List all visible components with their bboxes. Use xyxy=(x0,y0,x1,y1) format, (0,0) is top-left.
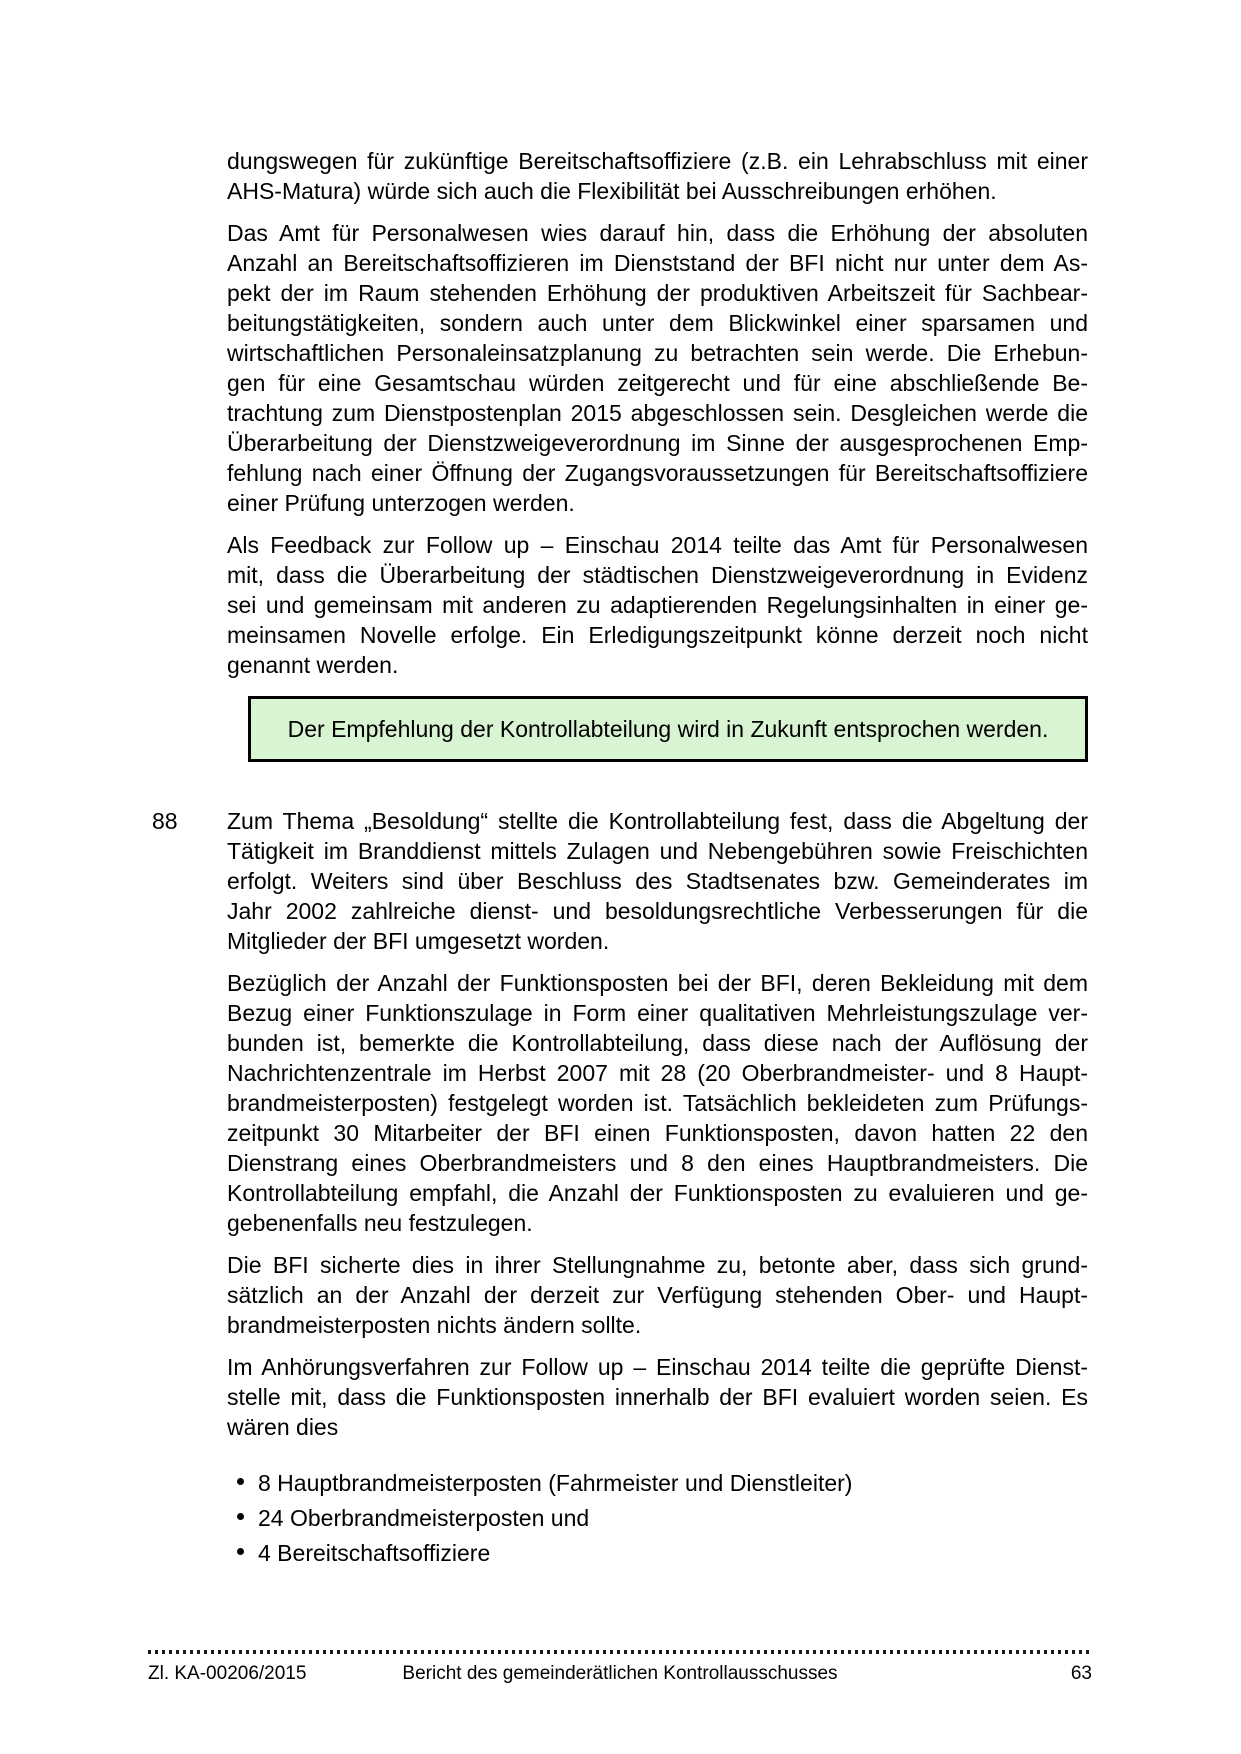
text-line: wirtschaftlichen Personaleinsatzplanung zu betrachten sein werde. Die Erhebun- xyxy=(227,340,1088,366)
text-line: Bezug einer Funktionszulage in Form einer qualitativen Mehrleistungszulage ver- xyxy=(227,1000,1088,1026)
text-line: bunden ist, bemerkte die Kontrollabteilung, dass diese nach der Auflösung der xyxy=(227,1030,1088,1056)
text-line: AHS-Matura) würde sich auch die Flexibilität bei Ausschreibungen erhöhen. xyxy=(227,178,997,204)
paragraph-4 xyxy=(227,806,1088,956)
text-line: wären dies xyxy=(227,1414,339,1440)
bullet-icon xyxy=(237,1478,244,1485)
footer-divider xyxy=(148,1650,1092,1654)
list-item-text: 24 Oberbrandmeisterposten und xyxy=(258,1505,590,1531)
text-line: Die BFI sicherte dies in ihrer Stellungnahme zu, betonte aber, dass sich grund- xyxy=(227,1252,1088,1278)
bullet-icon xyxy=(237,1513,244,1520)
bullet-icon xyxy=(237,1548,244,1555)
text-line: Dienstrang eines Oberbrandmeisters und 8 den eines Hauptbrandmeisters. Die xyxy=(227,1150,1088,1176)
text-line: meinsamen Novelle erfolge. Ein Erledigungszeitpunkt könne derzeit noch nicht xyxy=(227,622,1088,648)
text-line: Anzahl an Bereitschaftsoffizieren im Dienststand der BFI nicht nur unter dem As- xyxy=(227,250,1088,276)
text-line: Bezüglich der Anzahl der Funktionsposten bei der BFI, deren Bekleidung mit dem xyxy=(227,970,1088,996)
paragraph-7 xyxy=(227,1352,1088,1442)
paragraph-5 xyxy=(227,968,1088,1238)
list-item-text: 4 Bereitschaftsoffiziere xyxy=(258,1540,491,1566)
recommendation-text: Der Empfehlung der Kontrollabteilung wird in Zukunft entsprochen werden. xyxy=(287,716,1049,742)
text-line: beitungstätigkeiten, sondern auch unter dem Blickwinkel einer sparsamen und xyxy=(227,310,1088,336)
text-line: zeitpunkt 30 Mitarbeiter der BFI einen Funktionsposten, davon hatten 22 den xyxy=(227,1120,1088,1146)
text-line: Überarbeitung der Dienstzweigeverordnung im Sinne der ausgesprochenen Emp- xyxy=(227,430,1088,456)
text-line: Kontrollabteilung empfahl, die Anzahl der Funktionsposten zu evaluieren und ge- xyxy=(227,1180,1088,1206)
text-line: einer Prüfung unterzogen werden. xyxy=(227,490,575,516)
text-line: Das Amt für Personalwesen wies darauf hin, dass die Erhöhung der absoluten xyxy=(227,220,1088,246)
footer-title: Bericht des gemeinderätlichen Kontrollausschusses xyxy=(402,1663,838,1684)
text-line: Im Anhörungsverfahren zur Follow up – Einschau 2014 teilte die geprüfte Dienst- xyxy=(227,1354,1088,1380)
text-line: Mitglieder der BFI umgesetzt worden. xyxy=(227,928,610,954)
recommendation-box xyxy=(248,696,1088,762)
text-line: mit, dass die Überarbeitung der städtischen Dienstzweigeverordnung in Evidenz xyxy=(227,562,1088,588)
text-line: fehlung nach einer Öffnung der Zugangsvoraussetzungen für Bereitschaftsoffiziere xyxy=(227,460,1088,486)
text-line: Nachrichtenzentrale im Herbst 2007 mit 28 (20 Oberbrandmeister- und 8 Haupt- xyxy=(227,1060,1088,1086)
text-line: Tätigkeit im Branddienst mittels Zulagen und Nebengebühren sowie Freischichten xyxy=(227,838,1088,864)
text-line: gebenenfalls neu festzulegen. xyxy=(227,1210,533,1236)
page-footer xyxy=(148,1650,1092,1685)
list-item-text: 8 Hauptbrandmeisterposten (Fahrmeister und Dienstleiter) xyxy=(258,1470,853,1496)
text-line: brandmeisterposten nichts ändern sollte. xyxy=(227,1312,642,1338)
footer-page-number: 63 xyxy=(1070,1663,1092,1684)
text-line: Als Feedback zur Follow up – Einschau 2014 teilte das Amt für Personalwesen xyxy=(227,532,1088,558)
list-item xyxy=(227,1536,1088,1571)
text-line: sätzlich an der Anzahl der derzeit zur Verfügung stehenden Ober- und Haupt- xyxy=(227,1282,1088,1308)
footer-reference: Zl. KA-00206/2015 xyxy=(148,1663,307,1684)
list-item xyxy=(227,1501,1088,1536)
list-item xyxy=(227,1466,1088,1501)
text-line: pekt der im Raum stehenden Erhöhung der produktiven Arbeitszeit für Sachbear- xyxy=(227,280,1088,306)
paragraph-6 xyxy=(227,1250,1088,1340)
footer-row xyxy=(148,1663,1092,1685)
section-88 xyxy=(152,806,1088,956)
text-line: Zum Thema „Besoldung“ stellte die Kontrollabteilung fest, dass die Abgeltung der xyxy=(227,808,1088,834)
text-block xyxy=(152,146,1088,1571)
paragraph-3 xyxy=(227,530,1088,680)
text-line: genannt werden. xyxy=(227,652,399,678)
bullet-list xyxy=(227,1466,1088,1571)
paragraph-1 xyxy=(227,146,1088,206)
paragraph-2 xyxy=(227,218,1088,518)
text-line: sei und gemeinsam mit anderen zu adaptierenden Regelungsinhalten in einer ge- xyxy=(227,592,1088,618)
text-line: erfolgt. Weiters sind über Beschluss des Stadtsenates bzw. Gemeinderates im xyxy=(227,868,1088,894)
text-line: Jahr 2002 zahlreiche dienst- und besoldungsrechtliche Verbesserungen für die xyxy=(227,898,1088,924)
text-line: stelle mit, dass die Funktionsposten innerhalb der BFI evaluiert worden seien. Es xyxy=(227,1384,1088,1410)
text-line: gen für eine Gesamtschau würden zeitgerecht und für eine abschließende Be- xyxy=(227,370,1088,396)
section-number: 88 xyxy=(152,808,178,834)
text-line: brandmeisterposten) festgelegt worden ist. Tatsächlich bekleideten zum Prüfungs- xyxy=(227,1090,1088,1116)
text-line: trachtung zum Dienstpostenplan 2015 abgeschlossen sein. Desgleichen werde die xyxy=(227,400,1088,426)
text-line: dungswegen für zukünftige Bereitschaftsoffiziere (z.B. ein Lehrabschluss mit einer xyxy=(227,148,1088,174)
